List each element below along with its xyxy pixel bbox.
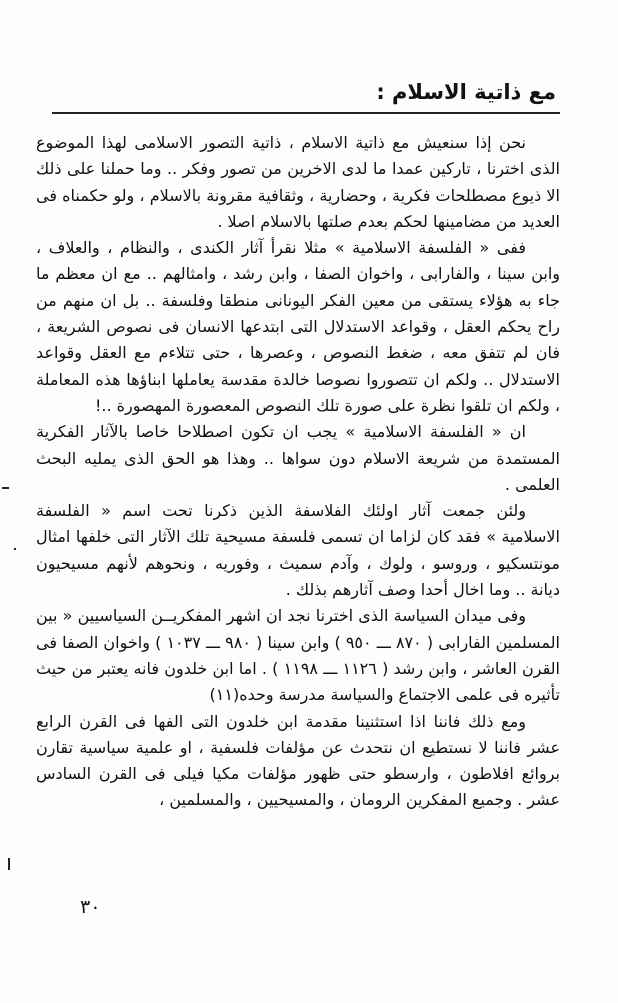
paragraph: ومع ذلك فاننا اذا استثنينا مقدمة ابن خلدون التى الفها فى القرن الرابع عشر فاننا لا نستطيع ان نتحدث عن مؤلفات فلسفية ، او علمية سياسية تقارن بروائع افلاطون ، وارسطو حتى ظهور مؤلفات مكيا فيلى فى القرن السادس عشر . وجميع المفكرين الرومان ، والمسيحيين ، والمسلمين ، xyxy=(36,711,560,810)
paragraph: نحن إذا سنعيش مع ذاتية الاسلام ، ذاتية التصور الاسلامى لهذا الموضوع الذى اخترنا ، تاركين عمدا ما لدى الاخرين من تصور وفكر .. وما حملنا على ذلك الا ذيوع مصطلحات فكرية ، وحضارية ، وثقافية مقرونة بالاسلام ، ولو حكمناه فى العديد من مضامينها لحكم بعدم صلتها بالاسلام اصلا . xyxy=(36,133,560,231)
section-heading: مع ذاتية الاسلام : xyxy=(376,80,556,104)
paragraph: ان « الفلسفة الاسلامية » يجب ان تكون اصطلاحا خاصا بالآثار الفكرية المستمدة من شريعة الاسلام دون سواها .. وهذا هو الحق الذى يمليه البحث العلمى . xyxy=(36,422,560,494)
page-number: ٣٠ xyxy=(80,896,101,918)
paragraph: وفى ميدان السياسة الذى اخترنا نجد ان اشهر المفكريــن السياسيين « بين المسلمين الفارابى ( ٨٧٠ ـــ ٩٥٠ ) وابن سينا ( ٩٨٠ ـــ ١٠٣٧ ) واخوان الصفا فى القرن العاشر ، وابن رشد ( ١١٢٦ ـــ ١١٩٨ ) . اما ابن خلدون فانه يعتبر من حيث تأثيره فى علمى الاجتماع والسياسة مدرسة وحده(١١) xyxy=(36,606,561,705)
margin-mark xyxy=(8,858,10,870)
heading-rule xyxy=(52,112,560,114)
body-text xyxy=(36,130,560,814)
paragraph: ولئن جمعت آثار اولئك الفلاسفة الذين ذكرنا تحت اسم « الفلسفة الاسلامية » فقد كان لزاما ان تسمى فلسفة مسيحية تلك الآثار التى خلفها امثال مونتسكيو ، وروسو ، ولوك ، وآدم سميث ، وفوريه ، ونحوهم لأنهم مسيحيون ديانة .. وما اخال أحدا وصف آثارهم بذلك . xyxy=(36,501,560,600)
paragraph: ففى « الفلسفة الاسلامية » مثلا نقرأ آثار الكندى ، والنظام ، والعلاف ، وابن سينا ، والفارابى ، واخوان الصفا ، وابن رشد ، وامثالهم .. مع ان معظم ما جاء به هؤلاء يستقى من معين الفكر اليونانى منطقا وفلسفة .. بل ان منهم من راح يحكم العقل ، وقواعد الاستدلال التى ابتدعها الانسان فى نصوص الشريعة ، فان لم تتفق معه ، ضغط النصوص ، وعصرها ، حتى تتلاءم مع العقل وقواعد الاستدلال .. ولكم ان تتصوروا نصوصا خالدة مقدسة يعاملها ابناؤها هذه المعاملة ، ولكم ان تلقوا نظرة على صورة تلك النصوص المعصورة المهصورة ..! xyxy=(36,238,560,415)
margin-mark xyxy=(2,487,9,489)
margin-mark xyxy=(14,548,16,550)
